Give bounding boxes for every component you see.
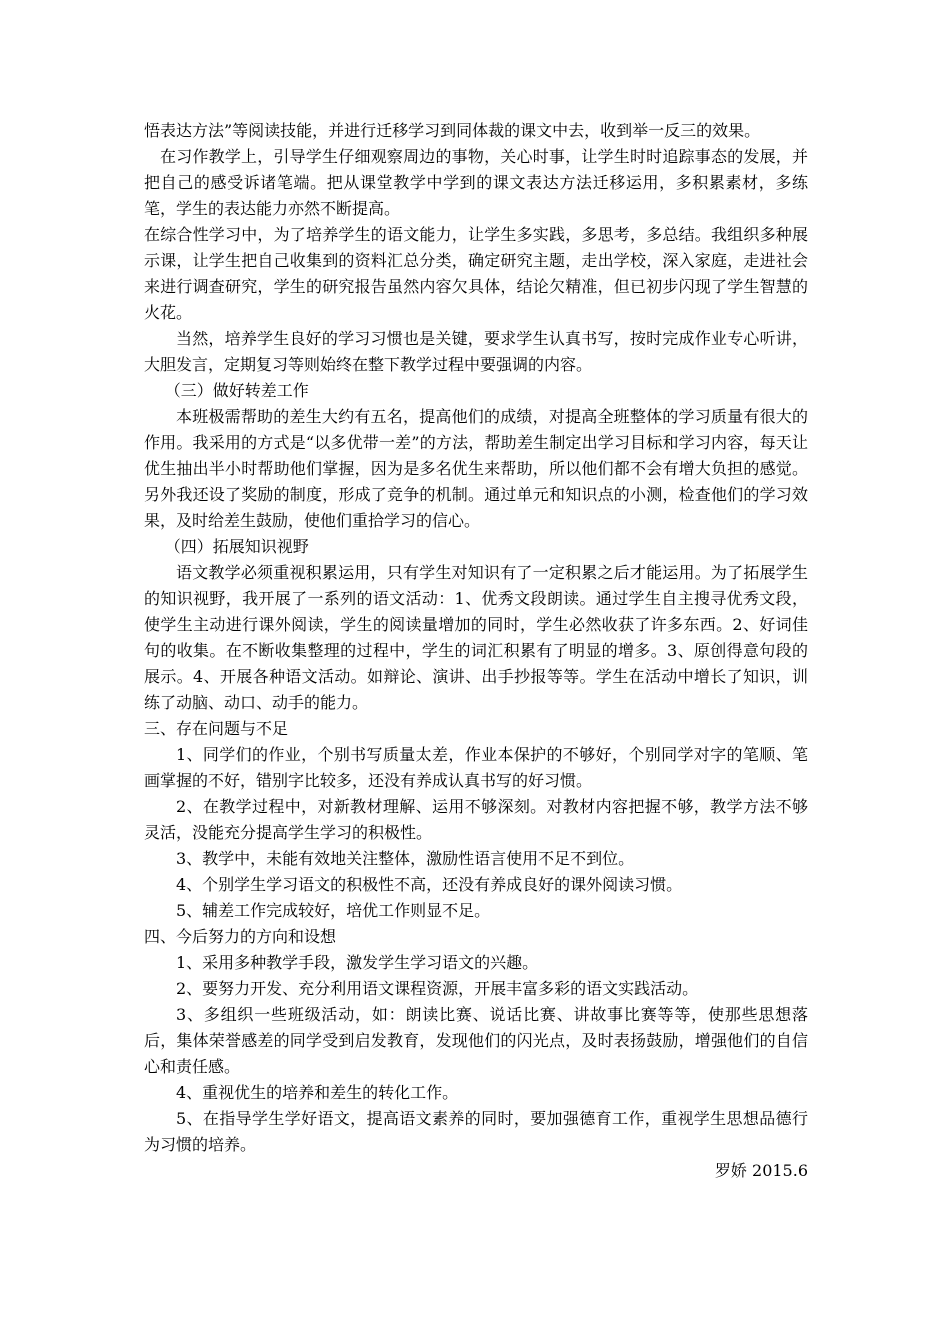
list-item: 1、采用多种教学手段，激发学生学习语文的兴趣。 (176, 953, 539, 972)
paragraph: 语文教学必须重视积累运用，只有学生对知识有了一定积累之后才能运用。为了拓展学生的知识视野，我开展了一系列的语文活动：1、优秀文段朗读。通过学生自主搜寻优秀文段，使学生主动进行课外阅读，学生的阅读量增加的同时，学生必然收获了许多东西。2、好词佳句的收集。在不断收集整理的过程中，学生的词汇积累有了明显的增多。3、原创得意句段的展示。4、开展各种语文活动。如辩论、演讲、出手抄报等等。学生在活动中增长了知识，训练了动脑、动口、动手的能力。 (144, 563, 808, 712)
signature: 罗娇 2015.6 (714, 1161, 808, 1180)
list-item: 3、多组织一些班级活动，如：朗读比赛、说话比赛、讲故事比赛等等，使那些思想落后，集体荣誉感差的同学受到启发教育，发现他们的闪光点，及时表扬鼓励，增强他们的自信心和责任感。 (144, 1005, 808, 1076)
paragraph: 在习作教学上，引导学生仔细观察周边的事物，关心时事，让学生时时追踪事态的发展，并把自己的感受诉诸笔端。把从课堂教学中学到的课文表达方法迁移运用，多积累素材，多练笔，学生的表达能力亦然不断提高。 (144, 147, 808, 218)
list-item: 3、教学中，未能有效地关注整体，激励性语言使用不足不到位。 (176, 849, 635, 868)
list-item: 2、在教学过程中，对新教材理解、运用不够深刻。对教材内容把握不够，教学方法不够灵活，没能充分提高学生学习的积极性。 (144, 797, 808, 842)
list-item: 4、个别学生学习语文的积极性不高，还没有养成良好的课外阅读习惯。 (176, 875, 683, 894)
list-item: 1、同学们的作业，个别书写质量太差，作业本保护的不够好，个别同学对字的笔顺、笔画掌握的不好，错别字比较多，还没有养成认真书写的好习惯。 (144, 745, 808, 790)
list-item: 4、重视优生的培养和差生的转化工作。 (176, 1083, 459, 1102)
list-item: 2、要努力开发、充分利用语文课程资源，开展丰富多彩的语文实践活动。 (176, 979, 699, 998)
paragraph: 在综合性学习中，为了培养学生的语文能力，让学生多实践，多思考，多总结。我组织多种展示课，让学生把自己收集到的资料汇总分类，确定研究主题，走出学校，深入家庭，走进社会来进行调查研究，学生的研究报告虽然内容欠具体，结论欠精准，但已初步闪现了学生智慧的火花。 (144, 225, 808, 322)
section-heading: 三、存在问题与不足 (144, 719, 289, 738)
paragraph: 当然，培养学生良好的学习习惯也是关键，要求学生认真书写，按时完成作业专心听讲，大胆发言，定期复习等则始终在整下教学过程中要强调的内容。 (144, 329, 808, 374)
paragraph: 悟表达方法”等阅读技能，并进行迁移学习到同体裁的课文中去，收到举一反三的效果。 (144, 121, 761, 140)
paragraph: 本班极需帮助的差生大约有五名，提高他们的成绩，对提高全班整体的学习质量有很大的作用。我采用的方式是“以多优带一差”的方法，帮助差生制定出学习目标和学习内容，每天让优生抽出半小时帮助他们掌握，因为是多名优生来帮助，所以他们都不会有增大负担的感觉。另外我还设了奖励的制度，形成了竞争的机制。通过单元和知识点的小测，检查他们的学习效果，及时给差生鼓励，使他们重拾学习的信心。 (144, 407, 808, 530)
section-heading: （四）拓展知识视野 (164, 537, 309, 556)
section-heading: （三）做好转差工作 (164, 381, 309, 400)
list-item: 5、辅差工作完成较好，培优工作则显不足。 (176, 901, 491, 920)
section-heading: 四、今后努力的方向和设想 (144, 927, 337, 946)
list-item: 5、在指导学生学好语文，提高语文素养的同时，要加强德育工作，重视学生思想品德行为习惯的培养。 (144, 1109, 808, 1154)
document-page (144, 118, 808, 1184)
